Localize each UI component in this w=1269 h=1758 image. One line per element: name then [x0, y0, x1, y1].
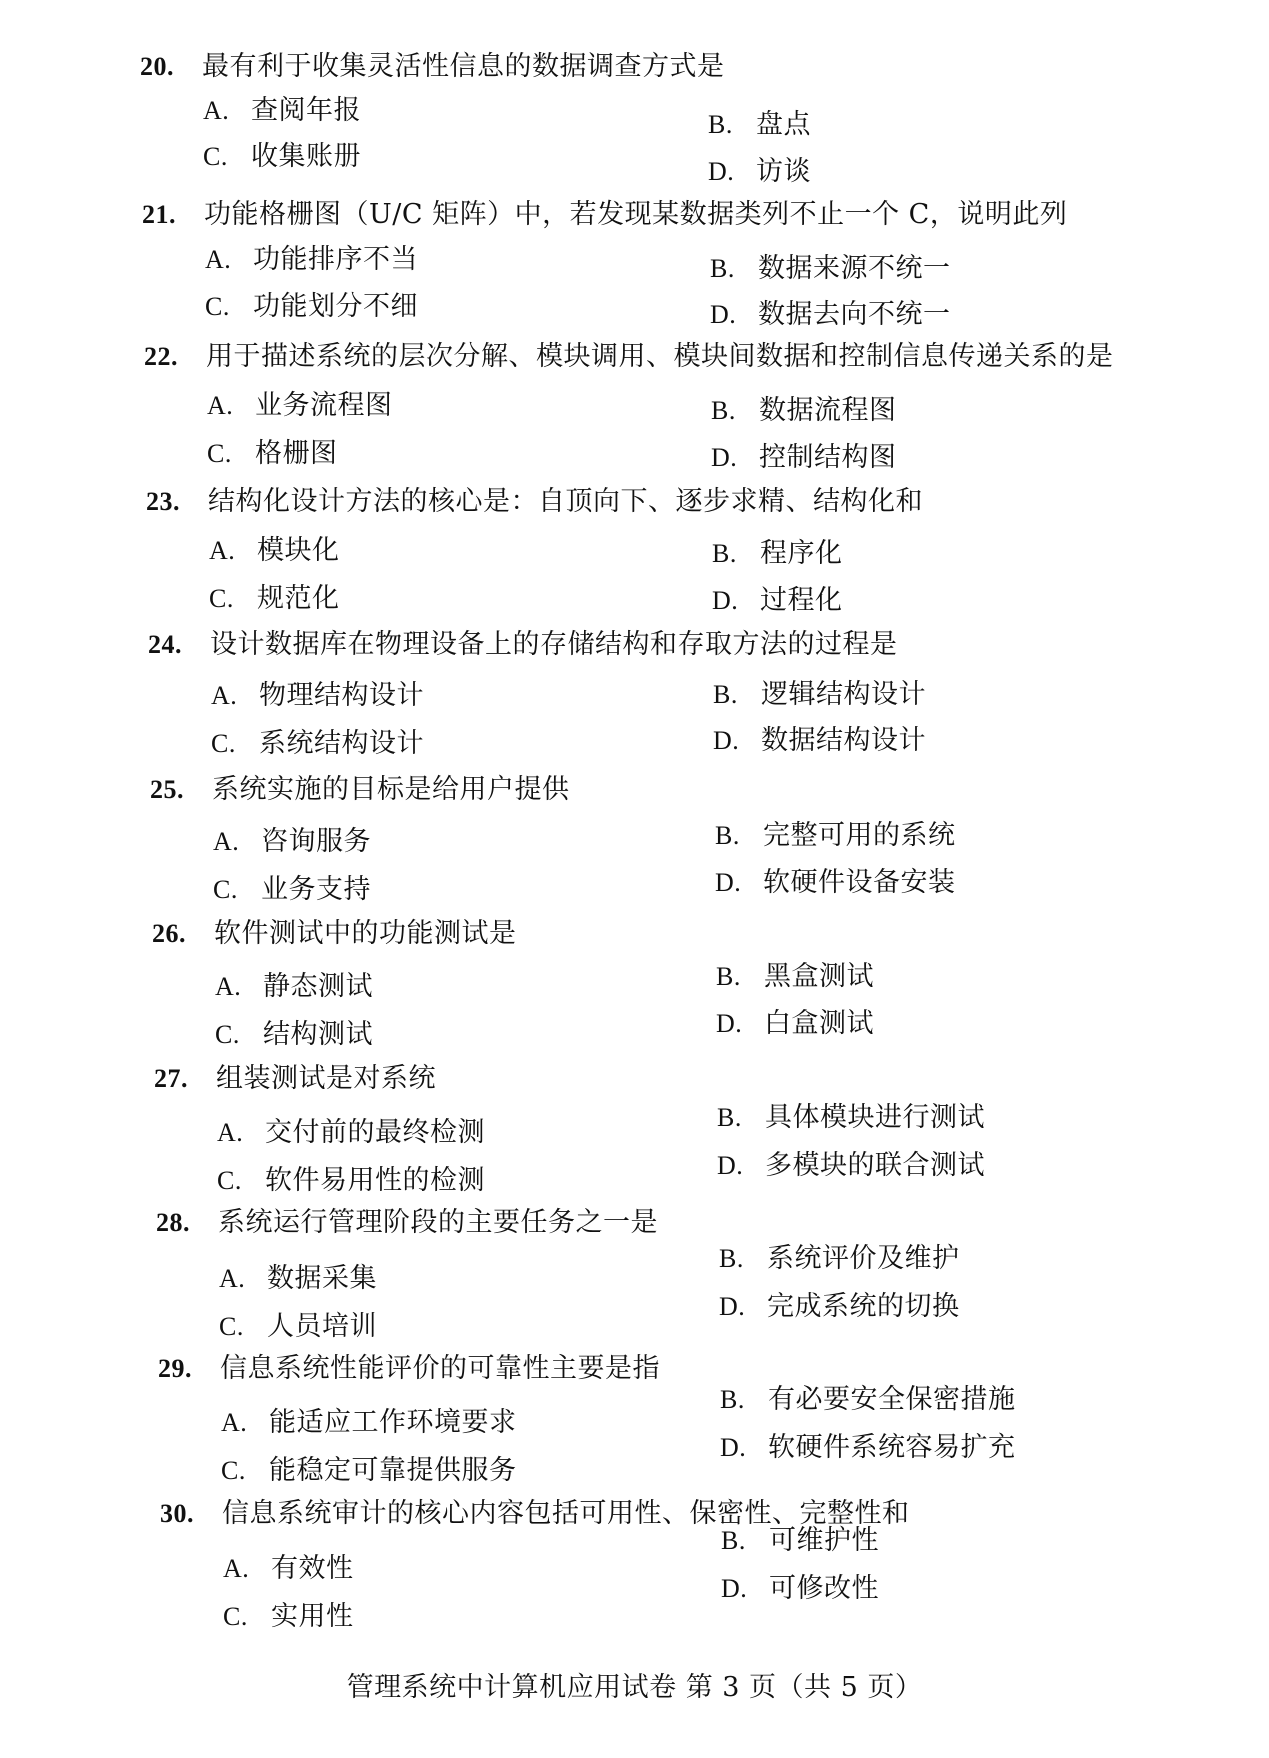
option-text: 业务流程图 — [255, 390, 393, 421]
option-text: 有效性 — [271, 1553, 354, 1584]
option-text: 功能划分不细 — [253, 291, 418, 322]
option-letter: B. — [719, 1244, 744, 1273]
option-letter: C. — [205, 292, 230, 321]
option-text: 结构测试 — [263, 1019, 373, 1050]
option-letter: A. — [205, 245, 232, 274]
question-text: 系统运行管理阶段的主要任务之一是 — [218, 1207, 658, 1238]
option-letter: C. — [217, 1166, 242, 1195]
option-letter: D. — [721, 1574, 748, 1603]
question-number: 23. — [146, 487, 180, 516]
question-text: 设计数据库在物理设备上的存储结构和存取方法的过程是 — [210, 629, 898, 660]
option-b — [713, 678, 926, 712]
option-letter: A. — [215, 972, 242, 1001]
option-letter: C. — [215, 1020, 240, 1049]
option-text: 白盒测试 — [764, 1008, 874, 1039]
option-text: 完整可用的系统 — [763, 820, 956, 851]
option-c — [213, 873, 371, 907]
option-b — [715, 819, 956, 853]
question-text: 系统实施的目标是给用户提供 — [212, 774, 570, 805]
question-number: 21. — [142, 200, 176, 229]
option-letter: D. — [708, 157, 735, 186]
option-text: 实用性 — [271, 1601, 354, 1632]
question-number: 24. — [148, 630, 182, 659]
option-text: 系统评价及维护 — [767, 1243, 960, 1274]
option-a — [221, 1406, 517, 1440]
option-text: 功能排序不当 — [253, 244, 418, 275]
option-a — [205, 243, 418, 277]
option-letter: A. — [223, 1554, 250, 1583]
option-text: 静态测试 — [263, 971, 373, 1002]
option-letter: B. — [708, 110, 733, 139]
option-text: 逻辑结构设计 — [761, 679, 926, 710]
option-a — [211, 679, 424, 713]
option-b — [708, 108, 811, 142]
option-d — [719, 1290, 960, 1324]
option-c — [219, 1310, 377, 1344]
option-text: 可修改性 — [769, 1573, 879, 1604]
option-letter: D. — [711, 443, 738, 472]
option-text: 数据采集 — [267, 1263, 377, 1294]
option-c — [215, 1018, 373, 1052]
option-text: 完成系统的切换 — [767, 1291, 960, 1322]
option-letter: B. — [716, 962, 741, 991]
question-stem — [148, 628, 898, 662]
option-d — [710, 298, 951, 332]
option-letter: C. — [221, 1456, 246, 1485]
question-number: 25. — [150, 775, 184, 804]
option-letter: D. — [720, 1433, 747, 1462]
option-a — [215, 970, 373, 1004]
option-letter: A. — [217, 1118, 244, 1147]
option-text: 能适应工作环境要求 — [269, 1407, 517, 1438]
option-letter: D. — [719, 1292, 746, 1321]
option-letter: A. — [213, 827, 240, 856]
option-letter: A. — [211, 681, 238, 710]
question-text: 结构化设计方法的核心是：自顶向下、逐步求精、结构化和 — [208, 486, 923, 517]
question-stem — [158, 1352, 660, 1386]
option-text: 数据去向不统一 — [758, 299, 951, 330]
option-b — [720, 1383, 1016, 1417]
option-letter: B. — [721, 1526, 746, 1555]
question-number: 22. — [144, 342, 178, 371]
option-letter: C. — [209, 584, 234, 613]
option-text: 多模块的联合测试 — [765, 1150, 985, 1181]
option-text: 能稳定可靠提供服务 — [269, 1455, 517, 1486]
option-d — [715, 866, 956, 900]
option-letter: D. — [716, 1009, 743, 1038]
option-c — [211, 727, 424, 761]
option-letter: A. — [219, 1264, 246, 1293]
option-letter: B. — [713, 680, 738, 709]
option-b — [710, 252, 951, 286]
option-text: 有必要安全保密措施 — [768, 1384, 1016, 1415]
option-d — [721, 1572, 879, 1606]
question-text: 用于描述系统的层次分解、模块调用、模块间数据和控制信息传递关系的是 — [206, 341, 1114, 372]
option-b — [712, 537, 843, 571]
option-text: 数据结构设计 — [761, 725, 926, 756]
option-text: 物理结构设计 — [259, 680, 424, 711]
option-a — [223, 1552, 354, 1586]
question-stem — [144, 340, 1114, 374]
option-text: 咨询服务 — [261, 826, 371, 857]
option-text: 模块化 — [257, 535, 340, 566]
option-text: 数据流程图 — [759, 395, 897, 426]
option-c — [209, 582, 340, 616]
question-stem — [152, 917, 517, 951]
option-d — [711, 441, 897, 475]
option-a — [209, 534, 340, 568]
option-c — [217, 1164, 485, 1198]
option-d — [717, 1149, 985, 1183]
option-letter: B. — [710, 254, 735, 283]
option-d — [708, 155, 811, 189]
question-stem — [142, 198, 1067, 232]
option-letter: C. — [223, 1602, 248, 1631]
question-text: 组装测试是对系统 — [216, 1063, 436, 1094]
option-c — [207, 437, 338, 471]
option-letter: C. — [211, 729, 236, 758]
option-text: 访谈 — [756, 156, 811, 187]
option-letter: A. — [221, 1408, 248, 1437]
option-text: 规范化 — [257, 583, 340, 614]
option-text: 控制结构图 — [759, 442, 897, 473]
option-c — [221, 1454, 517, 1488]
option-d — [720, 1431, 1016, 1465]
question-number: 20. — [140, 52, 174, 81]
option-text: 具体模块进行测试 — [765, 1102, 985, 1133]
option-c — [223, 1600, 354, 1634]
option-letter: B. — [712, 539, 737, 568]
question-text: 软件测试中的功能测试是 — [214, 918, 517, 949]
option-text: 格栅图 — [255, 438, 338, 469]
option-letter: D. — [717, 1151, 744, 1180]
option-letter: C. — [213, 875, 238, 904]
option-text: 查阅年报 — [251, 95, 361, 126]
option-letter: B. — [720, 1385, 745, 1414]
option-letter: D. — [713, 726, 740, 755]
question-stem — [154, 1062, 436, 1096]
option-text: 收集账册 — [251, 141, 361, 172]
option-b — [717, 1101, 985, 1135]
option-text: 可维护性 — [769, 1525, 879, 1556]
option-b — [721, 1524, 879, 1558]
question-number: 28. — [156, 1208, 190, 1237]
option-d — [713, 724, 926, 758]
option-text: 人员培训 — [267, 1311, 377, 1342]
question-text: 功能格栅图（U/C 矩阵）中，若发现某数据类列不止一个 C，说明此列 — [204, 199, 1068, 230]
option-text: 软硬件设备安装 — [763, 867, 956, 898]
option-letter: D. — [712, 586, 739, 615]
question-text: 信息系统审计的核心内容包括可用性、保密性、完整性和 — [222, 1498, 910, 1529]
option-text: 过程化 — [760, 585, 843, 616]
option-d — [712, 584, 843, 618]
option-letter: B. — [711, 396, 736, 425]
option-a — [219, 1262, 377, 1296]
question-stem — [156, 1206, 658, 1240]
question-number: 26. — [152, 919, 186, 948]
question-stem — [146, 485, 923, 519]
question-number: 30. — [160, 1499, 194, 1528]
question-text: 信息系统性能评价的可靠性主要是指 — [220, 1353, 660, 1384]
question-stem — [140, 50, 725, 84]
question-number: 27. — [154, 1064, 188, 1093]
option-letter: D. — [710, 300, 737, 329]
page-footer: 管理系统中计算机应用试卷 第 3 页（共 5 页） — [346, 1672, 923, 1703]
option-letter: C. — [203, 142, 228, 171]
option-letter: C. — [219, 1312, 244, 1341]
option-letter: D. — [715, 868, 742, 897]
option-text: 黑盒测试 — [764, 961, 874, 992]
option-letter: C. — [207, 439, 232, 468]
option-text: 盘点 — [756, 109, 811, 140]
option-letter: A. — [209, 536, 236, 565]
option-d — [716, 1007, 874, 1041]
option-text: 系统结构设计 — [259, 728, 424, 759]
option-letter: B. — [715, 821, 740, 850]
option-text: 软硬件系统容易扩充 — [768, 1432, 1016, 1463]
option-text: 软件易用性的检测 — [265, 1165, 485, 1196]
option-b — [719, 1242, 960, 1276]
question-stem — [150, 773, 570, 807]
option-a — [203, 94, 361, 128]
option-a — [217, 1116, 485, 1150]
option-text: 数据来源不统一 — [758, 253, 951, 284]
option-text: 交付前的最终检测 — [265, 1117, 485, 1148]
option-b — [716, 960, 874, 994]
option-text: 程序化 — [760, 538, 843, 569]
option-letter: A. — [203, 96, 230, 125]
question-number: 29. — [158, 1354, 192, 1383]
option-c — [203, 140, 361, 174]
option-letter: A. — [207, 391, 234, 420]
option-b — [711, 394, 897, 428]
option-text: 业务支持 — [261, 874, 371, 905]
option-a — [207, 389, 393, 423]
question-text: 最有利于收集灵活性信息的数据调查方式是 — [202, 51, 725, 82]
option-letter: B. — [717, 1103, 742, 1132]
option-c — [205, 290, 418, 324]
option-a — [213, 825, 371, 859]
